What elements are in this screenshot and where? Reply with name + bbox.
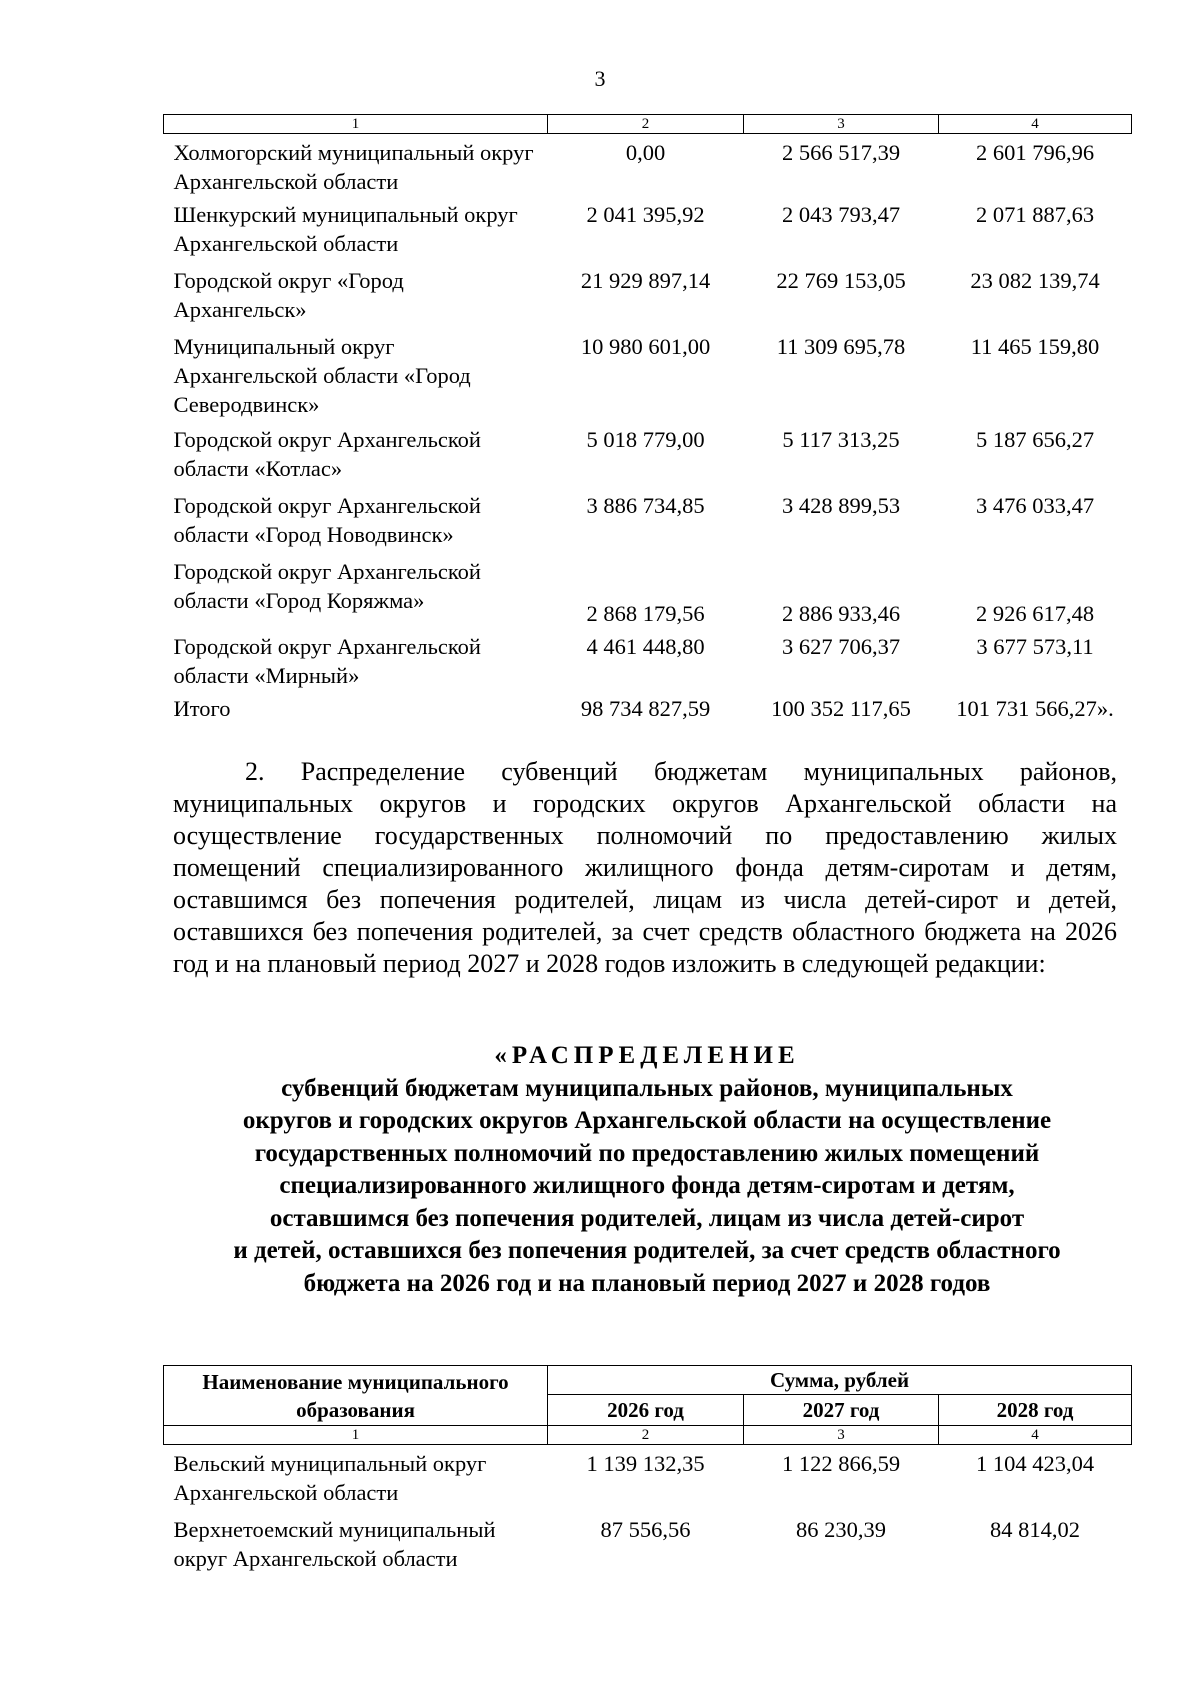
amount-2027: 2 566 517,39 [781,140,901,165]
table-row [164,1445,1132,1511]
amount-2027: 22 769 153,05 [776,268,906,293]
amount-2027: 1 122 866,59 [781,1451,901,1476]
distribution-heading [163,1040,1131,1300]
header-sum: Сумма, рублей [548,1366,1132,1395]
total-label: Итого [173,696,231,721]
header-year-2028: 2028 год [939,1395,1132,1426]
table-row [164,262,1132,328]
amount-2028: 3 476 033,47 [975,493,1095,518]
amount-2027: 2 043 793,47 [781,202,901,227]
heading-title: «РАСПРЕДЕЛЕНИЕ [494,1042,800,1069]
column-number: 3 [744,1426,939,1445]
subvention-distribution-table [163,1365,1132,1577]
page-number: 3 [594,66,606,91]
municipality-name: Муниципальный округ Архангельской области «Город Северодвинск» [173,334,471,417]
column-number: 3 [744,115,939,134]
column-number-row [164,1426,1132,1445]
amount-2027: 3 428 899,53 [781,493,901,518]
amount-2028: 2 601 796,96 [975,140,1095,165]
amount-2026: 2 041 395,92 [586,202,705,227]
amount-2028: 84 814,02 [990,1516,1081,1542]
column-number: 4 [939,115,1132,134]
heading-line: бюджета на 2026 год и на плановый период 2027 и 2028 годов [303,1269,991,1297]
amount-2028: 2 071 887,63 [975,202,1095,227]
header-year-2026: 2026 год [548,1395,744,1426]
heading-line: специализированного жилищного фонда детям-сиротам и детям, [279,1172,1015,1199]
column-number: 1 [164,115,548,134]
amount-2026: 21 929 897,14 [580,268,711,293]
table-row [164,328,1132,421]
total-2027: 100 352 117,65 [771,696,911,721]
municipality-name: Городской округ Архангельской области «Котлас» [173,427,481,481]
column-number: 1 [164,1426,548,1445]
heading-line: округов и городских округов Архангельской области на осуществление [242,1107,1052,1134]
header-name-line: Наименование муниципального [202,1369,509,1394]
amount-2028: 5 187 656,27 [975,427,1095,452]
heading-line: государственных полномочий по предоставлению жилых помещений [254,1139,1040,1167]
heading-line: оставшимся без попечения родителей, лицам из числа детей-сирот [269,1204,1025,1232]
amount-2027: 2 886 933,46 [781,601,901,626]
amount-2027: 11 309 695,78 [776,334,906,359]
total-2026: 98 734 827,59 [580,696,711,721]
header-year-2027: 2027 год [744,1395,939,1426]
amount-2026: 10 980 601,00 [580,334,711,359]
amount-2026: 5 018 779,00 [586,427,705,452]
amount-2028: 1 104 423,04 [975,1451,1095,1476]
amount-2026: 4 461 448,80 [586,634,705,659]
continued-distribution-table [163,114,1132,726]
amount-2027: 86 230,39 [796,1516,886,1542]
municipality-name: Холмогорский муниципальный округ Архангельской области [173,140,534,194]
header-municipality-name [164,1366,548,1426]
amount-2026: 3 886 734,85 [586,493,705,518]
column-number: 2 [548,1426,744,1445]
amendment-paragraph: 2. Распределение субвенций бюджетам муниципальных районов, муниципальных округов и городских округов Архангельской области на осуществление государственных полномочий по предоставлению жилых помещений специализированного жилищного фонда детям-сиротам и детям, оставшимся без попечения родителей, лицам из числа детей-сирот и детей, оставшихся без попечения родителей, за счет средств областного бюджета на 2026 год и на плановый период 2027 и 2028 годов изложить в следующей редакции: [173,757,1117,978]
total-2028: 101 731 566,27». [956,696,1114,721]
municipality-name: Верхнетоемский муниципальный округ Архангельской области [173,1516,496,1571]
municipality-name: Вельский муниципальный округ Архангельской области [173,1451,487,1505]
amount-2026: 0,00 [625,140,666,165]
amount-2026: 1 139 132,35 [586,1451,705,1476]
amount-2027: 5 117 313,25 [782,427,900,452]
total-row [164,690,1132,726]
amount-2028: 11 465 159,80 [970,334,1100,359]
municipality-name: Городской округ «Город Архангельск» [173,268,404,322]
municipality-name: Шенкурский муниципальный округ Архангельской области [173,202,518,256]
header-name-line: образования [296,1397,415,1422]
amount-2028: 23 082 139,74 [970,268,1100,293]
amount-2028: 3 677 573,11 [976,634,1094,659]
column-number: 2 [548,115,744,134]
municipality-name: Городской округ Архангельской области «Мирный» [173,634,481,688]
table-row [164,1511,1132,1577]
amount-2026: 87 556,56 [600,1516,691,1542]
municipality-name: Городской округ Архангельской области «Город Коряжма» [173,559,481,613]
table-row [164,487,1132,553]
amount-2026: 2 868 179,56 [586,601,705,626]
heading-line: субвенций бюджетам муниципальных районов, муниципальных [281,1074,1013,1102]
column-number-row [164,115,1132,134]
table-row [164,553,1132,628]
table-row [164,628,1132,690]
table-row [164,421,1132,487]
amount-2027: 3 627 706,37 [781,634,901,659]
column-number: 4 [939,1426,1132,1445]
table-row [164,134,1132,197]
heading-line: и детей, оставшихся без попечения родителей, за счет средств областного [233,1237,1061,1264]
municipality-name: Городской округ Архангельской области «Город Новодвинск» [173,493,481,547]
table-row [164,196,1132,262]
amount-2028: 2 926 617,48 [975,601,1095,626]
